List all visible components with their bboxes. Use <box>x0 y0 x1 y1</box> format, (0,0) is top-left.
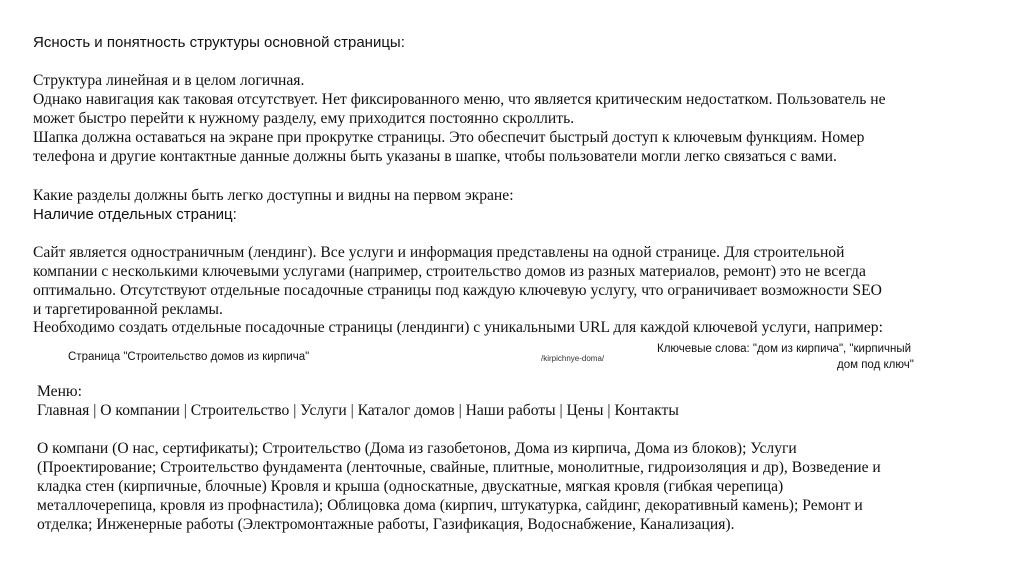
text-line: телефона и другие контактные данные должны быть указаны в шапке, чтобы пользователи могли легко связаться с вами. <box>33 148 837 165</box>
menu-items: Главная | О компании | Строительство | Услуги | Каталог домов | Наши работы | Цены | Контакты <box>37 402 679 419</box>
text-line: может быстро перейти к нужному разделу, ему приходится постоянно скроллить. <box>33 110 575 127</box>
sections-question: Какие разделы должны быть легко доступны и видны на первом экране: <box>33 187 514 204</box>
example-page: Страница "Строительство домов из кирпича" <box>68 351 310 363</box>
text-line: Структура линейная и в целом логичная. <box>33 72 305 89</box>
example-keywords-line1: Ключевые слова: "дом из кирпича", "кирпичный <box>657 343 912 355</box>
text-line: Однако навигация как таковая отсутствует. Нет фиксированного меню, что является критическим недостатком. Пользователь не <box>33 91 886 108</box>
text-line: Необходимо создать отдельные посадочные страницы (лендинги) с уникальными URL для каждой ключевой услуги, например: <box>33 319 883 336</box>
text-line: отделка; Инженерные работы (Электромонтажные работы, Газификация, Водоснабжение, Канализация). <box>37 516 735 533</box>
example-keywords-line2: дом под ключ" <box>837 359 914 371</box>
menu-label: Меню: <box>37 383 82 400</box>
text-line: Сайт является одностраничным (лендинг). Все услуги и информация представлены на одной странице. Для строительной <box>33 244 845 261</box>
text-line: (Проектирование; Строительство фундамента (ленточные, свайные, плитные, монолитные, гидроизоляция и др), Возведение и <box>37 459 881 476</box>
text-line: оптимально. Отсутствуют отдельные посадочные страницы под каждую ключевую услугу, что ограничивает возможности SEO <box>33 282 882 299</box>
text-line: О компани (О нас, сертификаты); Строительство (Дома из газобетонов, Дома из кирпича, Дома из блоков); Услуги <box>37 440 797 457</box>
text-line: металлочерепица, кровля из профнастила); Облицовка дома (кирпич, штукатурка, сайдинг, декоративный камень); Ремонт и <box>37 497 863 514</box>
page-title: Ясность и понятность структуры основной страницы: <box>33 34 405 51</box>
text-line: Шапка должна оставаться на экране при прокрутке страницы. Это обеспечит быстрый доступ к ключевым функциям. Номер <box>33 129 865 146</box>
section-heading: Наличие отдельных страниц: <box>33 206 237 223</box>
text-line: кладка стен (кирпичные, блочные) Кровля и крыша (односкатные, двускатные, мягкая кровля (гибкая черепица) <box>37 478 784 495</box>
example-url: /kirpichnye-doma/ <box>541 354 605 363</box>
text-line: и таргетированной рекламы. <box>33 301 223 318</box>
text-line: компании с несколькими ключевыми услугами (например, строительство домов из разных материалов, ремонт) это не всегда <box>33 263 866 280</box>
